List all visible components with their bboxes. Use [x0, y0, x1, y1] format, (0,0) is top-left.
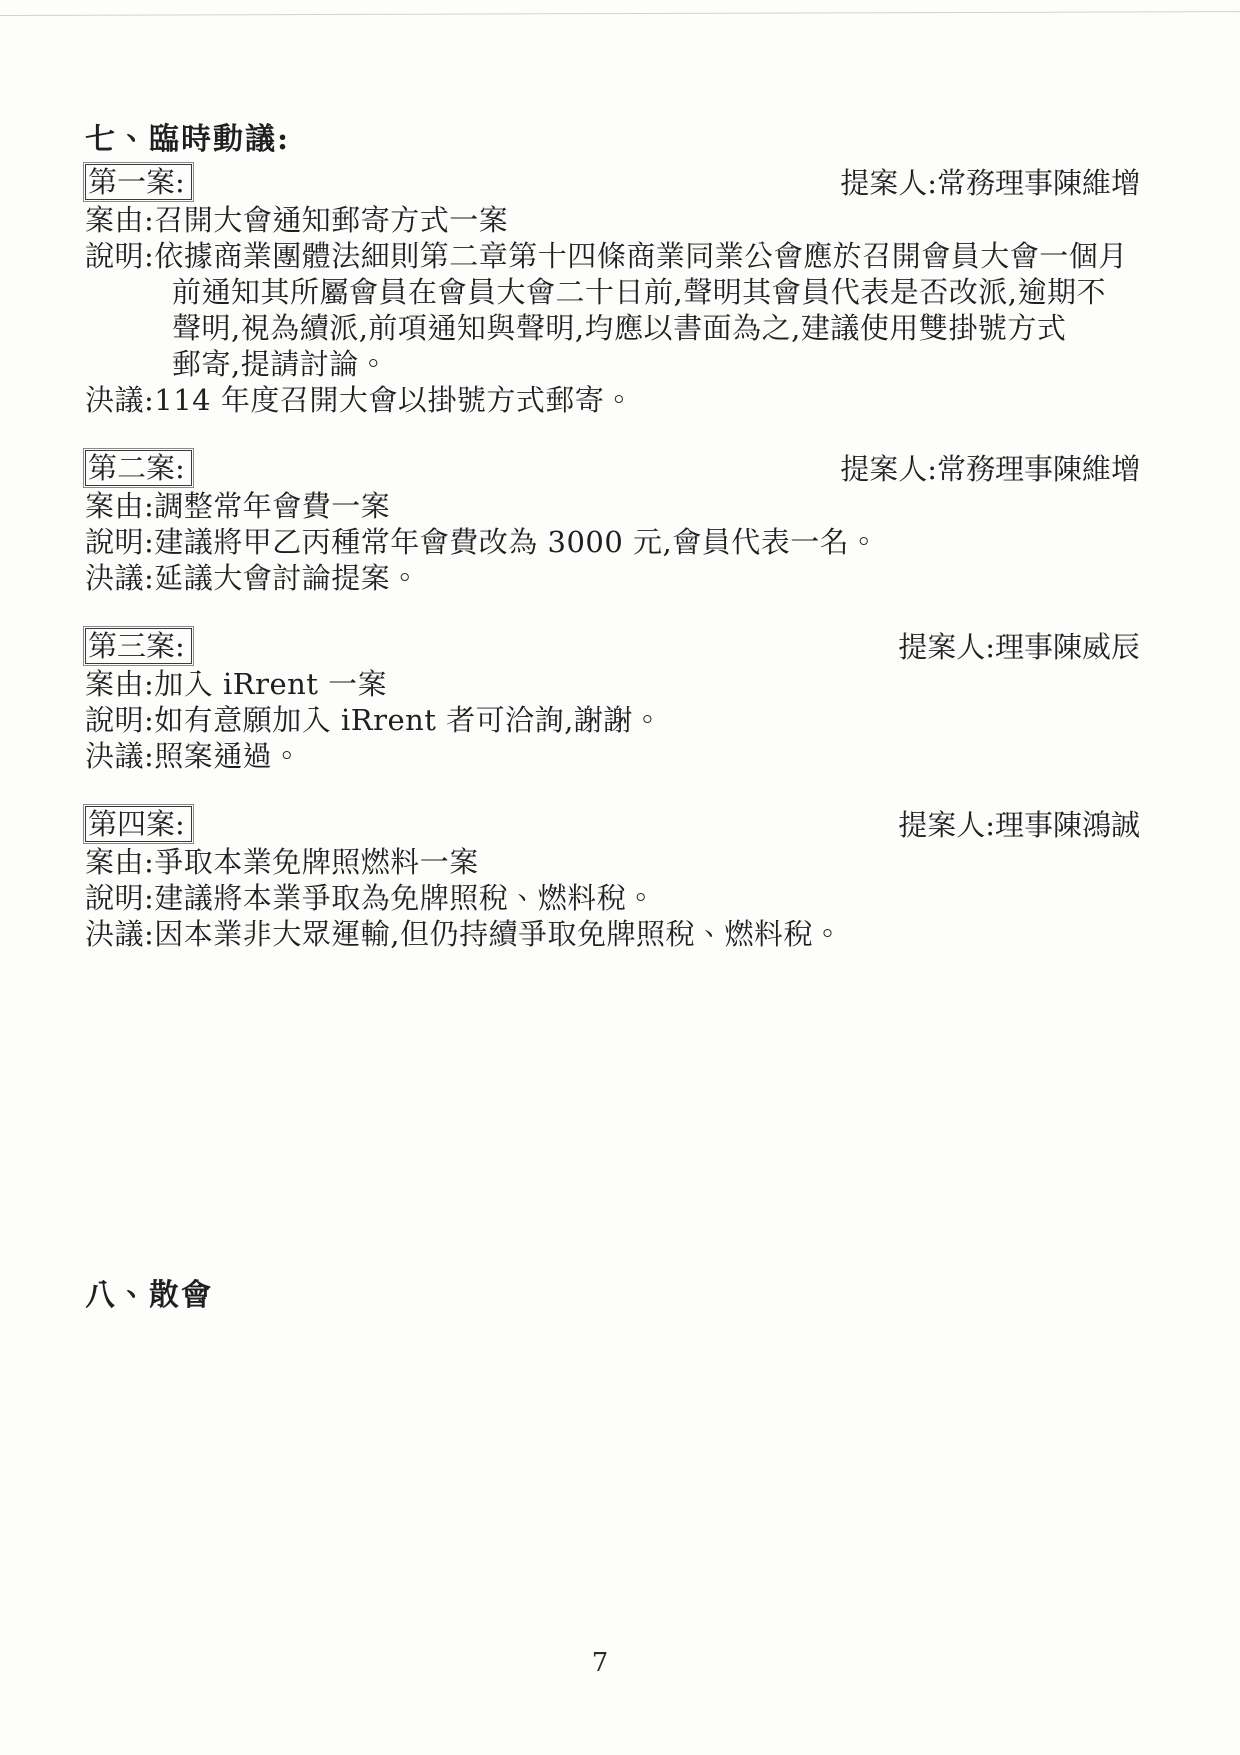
- case-1-explanation-line-2: 前通知其所屬會員在會員大會二十日前,聲明其會員代表是否改派,逾期不: [172, 275, 1106, 309]
- case-4-label: 第四案:: [85, 806, 192, 842]
- case-4-header: [85, 806, 1140, 844]
- scan-artifact-line: [0, 11, 1240, 16]
- case-3-proposer: 提案人:理事陳威辰: [898, 630, 1140, 664]
- case-2-resolution: 決議:延議大會討論提案。: [85, 561, 420, 595]
- page-number: 7: [591, 1648, 609, 1678]
- section-8-heading: 八、散會: [85, 1278, 213, 1313]
- case-3-explanation-line-1: 說明:如有意願加入 iRrent 者可洽詢,謝謝。: [85, 703, 663, 737]
- case-2-proposer: 提案人:常務理事陳維增: [840, 452, 1140, 486]
- case-1-reason: 案由:召開大會通知郵寄方式一案: [85, 203, 509, 237]
- case-2-header: [85, 450, 1140, 488]
- case-3-reason: 案由:加入 iRrent 一案: [85, 667, 388, 701]
- case-1-resolution: 決議:114 年度召開大會以掛號方式郵寄。: [85, 383, 634, 417]
- case-1-header: [85, 164, 1140, 202]
- case-1-proposer: 提案人:常務理事陳維增: [840, 166, 1140, 200]
- case-3-resolution: 決議:照案通過。: [85, 739, 302, 773]
- case-1-explanation-line-1: 說明:依據商業團體法細則第二章第十四條商業同業公會應於召開會員大會一個月: [85, 239, 1128, 273]
- case-4-reason: 案由:爭取本業免牌照燃料一案: [85, 845, 479, 879]
- case-2-label: 第二案:: [85, 450, 192, 486]
- section-7-heading: 七、臨時動議:: [85, 122, 291, 157]
- motion-case-1: [85, 164, 1140, 418]
- case-1-label: 第一案:: [85, 164, 192, 200]
- motion-case-3: [85, 628, 1140, 774]
- case-3-header: [85, 628, 1140, 666]
- page-content: [85, 122, 1140, 1314]
- motion-case-4: [85, 806, 1140, 952]
- case-2-explanation-line-1: 說明:建議將甲乙丙種常年會費改為 3000 元,會員代表一名。: [85, 525, 879, 559]
- case-1-explanation-line-3: 聲明,視為續派,前項通知與聲明,均應以書面為之,建議使用雙掛號方式: [172, 311, 1067, 345]
- case-3-label: 第三案:: [85, 628, 192, 664]
- case-4-proposer: 提案人:理事陳鴻誠: [898, 808, 1140, 842]
- case-1-explanation-line-4: 郵寄,提請討論。: [172, 347, 389, 381]
- case-4-explanation-line-1: 說明:建議將本業爭取為免牌照稅、燃料稅。: [85, 881, 656, 915]
- motion-case-2: [85, 450, 1140, 596]
- case-2-reason: 案由:調整常年會費一案: [85, 489, 391, 523]
- case-4-resolution: 決議:因本業非大眾運輸,但仍持續爭取免牌照稅、燃料稅。: [85, 917, 843, 951]
